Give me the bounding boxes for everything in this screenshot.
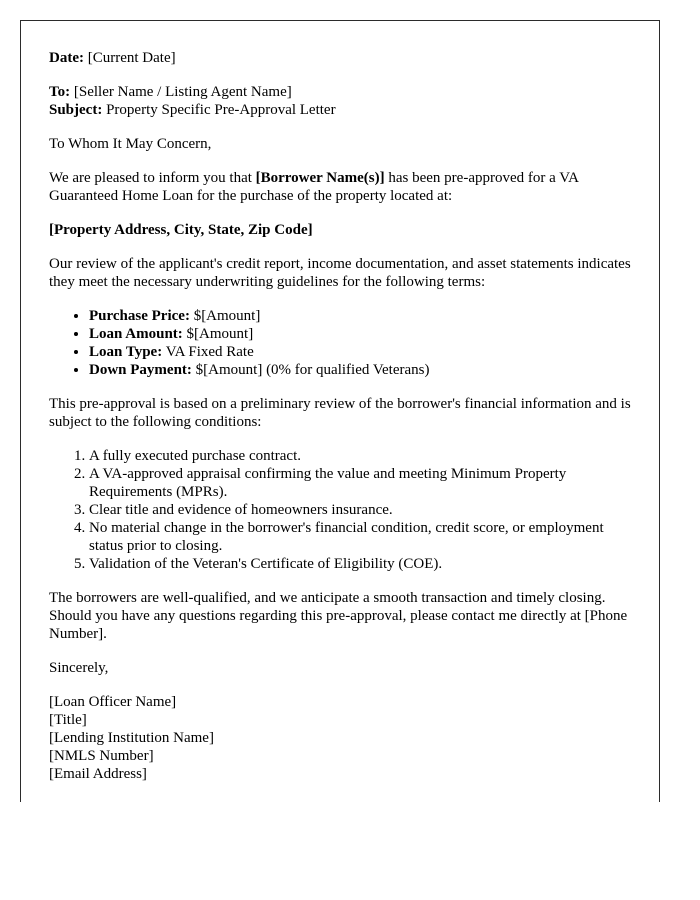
term-value: VA Fixed Rate [162, 344, 254, 360]
signature-title: [Title] [49, 712, 87, 728]
condition-item: 1. A fully executed purchase contract. [89, 447, 639, 465]
signature-loan-officer: [Loan Officer Name] [49, 694, 177, 710]
recipient-block [49, 83, 639, 119]
intro-after: has been pre-approved for a VA Guaranteed Home Loan for the purchase of the property located at: [49, 170, 579, 204]
signature-nmls: [NMLS Number] [49, 748, 154, 764]
terms-list [49, 307, 639, 379]
letter-body [49, 49, 639, 799]
review-paragraph: Our review of the applicant's credit report, income documentation, and asset statements indicates they meet the necessary underwriting guidelines for the following terms: [49, 256, 631, 290]
salutation: To Whom It May Concern, [49, 136, 212, 152]
to-value: [Seller Name / Listing Agent Name] [70, 84, 292, 100]
to-line [49, 83, 639, 101]
conditions-intro: This pre-approval is based on a preliminary review of the borrower's financial information and is subject to the following conditions: [49, 396, 631, 430]
term-value: $[Amount] [189, 308, 261, 324]
property-address-text: [Property Address, City, State, Zip Code] [49, 222, 313, 238]
condition-item: 5. Validation of the Veteran's Certificate of Eligibility (COE). [89, 555, 639, 573]
intro-paragraph [49, 169, 639, 205]
property-address [49, 221, 639, 239]
condition-item: 2. A VA-approved appraisal confirming the value and meeting Minimum Property Requirements (MPRs). [89, 465, 639, 501]
term-item-loan-amount [89, 325, 639, 343]
borrower-name: [Borrower Name(s)] [255, 170, 385, 186]
term-item-down-payment [89, 361, 639, 379]
conditions-list [49, 447, 639, 573]
date-label: Date: [49, 50, 84, 66]
condition-item: 3. Clear title and evidence of homeowners insurance. [89, 501, 639, 519]
date-value: [Current Date] [83, 50, 176, 66]
term-label: Down Payment: [89, 362, 192, 378]
closing-paragraph: The borrowers are well-qualified, and we anticipate a smooth transaction and timely closing. Should you have any questions regarding this pre-approval, please contact me directly at [Phone Number]. [49, 590, 628, 642]
subject-value: Property Specific Pre-Approval Letter [102, 102, 336, 118]
condition-item: 4. No material change in the borrower's financial condition, credit score, or employment status prior to closing. [89, 519, 639, 555]
term-label: Loan Amount: [89, 326, 183, 342]
term-label: Loan Type: [89, 344, 163, 360]
signature-email: [Email Address] [49, 766, 147, 782]
to-label: To: [49, 84, 71, 100]
sign-off: Sincerely, [49, 660, 109, 676]
subject-label: Subject: [49, 102, 103, 118]
signature-institution: [Lending Institution Name] [49, 730, 214, 746]
subject-line [49, 101, 639, 119]
term-value: $[Amount] (0% for qualified Veterans) [191, 362, 430, 378]
intro-before: We are pleased to inform you that [49, 170, 256, 186]
signature-block [49, 693, 639, 783]
term-item-purchase-price [89, 307, 639, 325]
term-value: $[Amount] [182, 326, 254, 342]
term-item-loan-type [89, 343, 639, 361]
date-line [49, 49, 639, 67]
term-label: Purchase Price: [89, 308, 190, 324]
